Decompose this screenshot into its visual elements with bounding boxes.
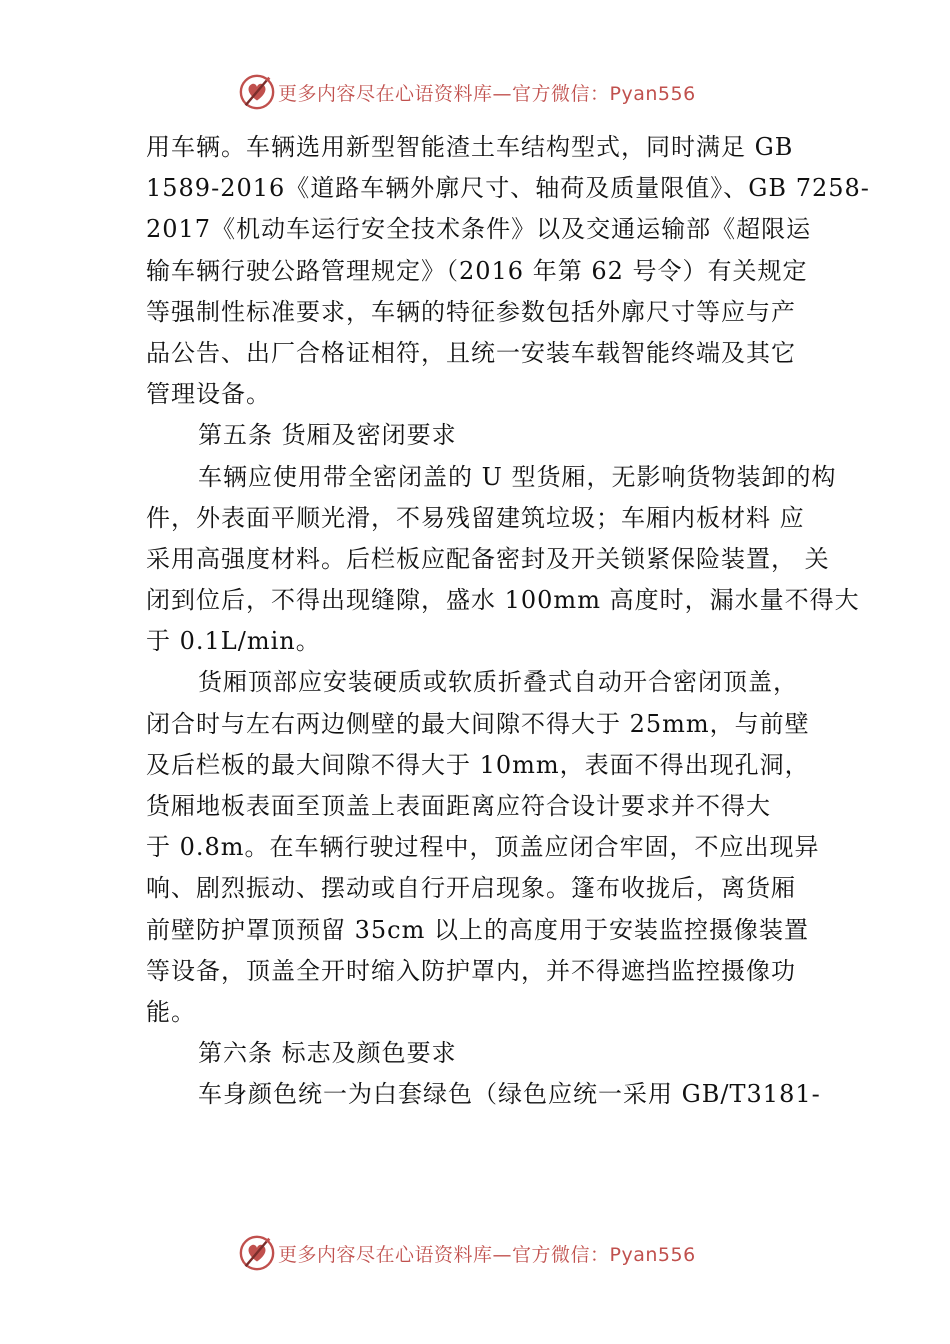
text-line: 采用高强度材料。后栏板应配备密封及开关锁紧保险装置， 关 <box>146 544 830 573</box>
text-line: 第五条 货厢及密闭要求 <box>198 421 457 450</box>
text-line: 及后栏板的最大间隙不得大于 10mm，表面不得出现孔洞， <box>146 750 810 779</box>
watermark-wechat-id: Pyan556 <box>609 1243 696 1266</box>
text-line: 第六条 标志及颜色要求 <box>198 1039 457 1068</box>
text-line: 用车辆。车辆选用新型智能渣土车结构型式，同时满足 GB <box>146 133 794 161</box>
watermark-wechat-id: Pyan556 <box>609 82 696 105</box>
text-line: 品公告、出厂合格证相符，且统一安装车载智能终端及其它 <box>146 338 796 367</box>
text-line: 货厢顶部应安装硬质或软质折叠式自动开合密闭顶盖， <box>198 668 798 697</box>
text-line: 件，外表面平顺光滑，不易残留建筑垃圾；车厢内板材料 应 <box>146 503 805 532</box>
watermark-prefix: 更多内容尽在心语资料库—官方微信： <box>278 1243 610 1266</box>
text-line: 闭到位后，不得出现缝隙，盛水 100mm 高度时，漏水量不得大 <box>146 586 860 615</box>
text-line: 闭合时与左右两边侧壁的最大间隙不得大于 25mm，与前壁 <box>146 709 810 738</box>
text-line: 响、剧烈振动、摆动或自行开启现象。篷布收拢后，离货厢 <box>146 874 796 903</box>
text-line: 能。 <box>146 997 196 1026</box>
heart-pen-logo-icon <box>238 1234 276 1272</box>
heart-pen-logo-icon <box>238 73 276 111</box>
text-line: 等设备，顶盖全开时缩入防护罩内，并不得遮挡监控摄像功 <box>146 956 796 985</box>
text-line: 车辆应使用带全密闭盖的 U 型货厢，无影响货物装卸的构 <box>198 462 837 491</box>
watermark-prefix: 更多内容尽在心语资料库—官方微信： <box>278 82 610 105</box>
text-line: 于 0.8m。在车辆行驶过程中，顶盖应闭合牢固，不应出现异 <box>146 833 820 862</box>
watermark-text <box>278 79 696 106</box>
text-line: 于 0.1L/min。 <box>146 627 321 656</box>
text-line: 2017《机动车运行安全技术条件》以及交通运输部《超限运 <box>146 215 812 244</box>
text-line: 1589-2016《道路车辆外廓尺寸、轴荷及质量限值》、GB 7258- <box>146 174 870 203</box>
watermark-banner-bottom <box>238 1233 738 1273</box>
text-line: 前壁防护罩顶预留 35cm 以上的高度用于安装监控摄像装置 <box>146 915 809 944</box>
text-line: 车身颜色统一为白套绿色（绿色应统一采用 GB/T3181- <box>198 1080 821 1109</box>
document-body <box>146 127 870 1116</box>
text-line: 输车辆行驶公路管理规定》（2016 年第 62 号令）有关规定 <box>146 256 808 285</box>
watermark-banner-top <box>238 72 738 112</box>
text-line: 管理设备。 <box>146 380 271 409</box>
text-line: 等强制性标准要求，车辆的特征参数包括外廓尺寸等应与产 <box>146 297 796 326</box>
watermark-text <box>278 1240 696 1267</box>
text-line: 货厢地板表面至顶盖上表面距离应符合设计要求并不得大 <box>146 792 771 820</box>
